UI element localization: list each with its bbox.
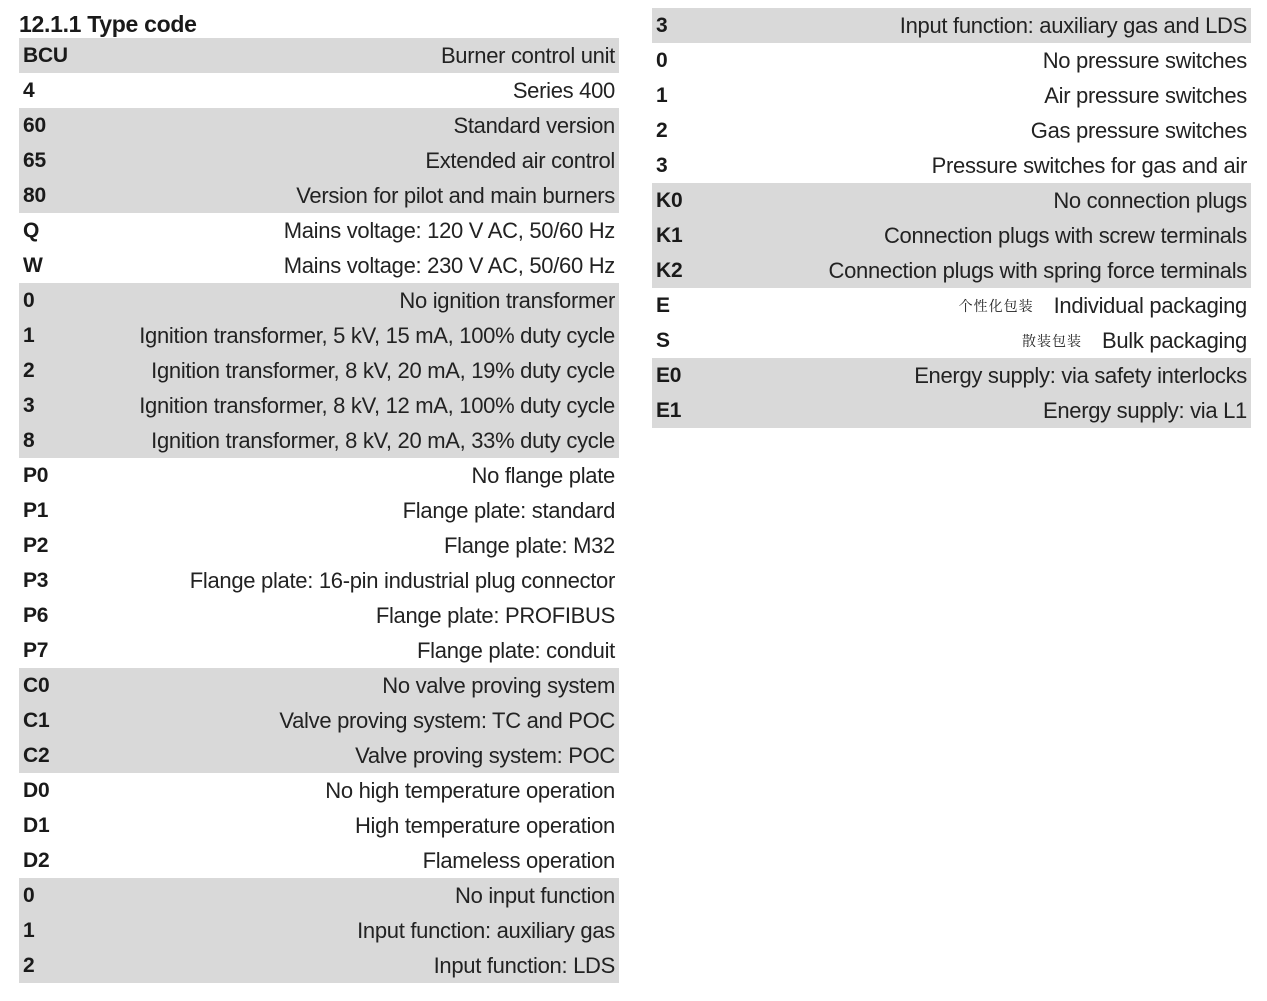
type-code-description: Flange plate: 16-pin industrial plug connector — [189, 567, 615, 593]
type-code-description: Air pressure switches — [1044, 82, 1247, 108]
type-code: 2 — [23, 953, 35, 977]
type-code-row — [652, 288, 1251, 323]
type-code-row — [19, 633, 619, 668]
type-code-row — [19, 808, 619, 843]
type-code: P7 — [23, 638, 49, 662]
type-code-row — [652, 253, 1251, 288]
type-code-row — [19, 283, 619, 318]
type-code: 3 — [656, 153, 668, 177]
type-code: 0 — [656, 48, 668, 72]
type-code-row — [652, 113, 1251, 148]
type-code-description: Connection plugs with screw terminals — [883, 222, 1247, 248]
type-code-description: Input function: LDS — [433, 952, 615, 978]
type-code: D0 — [23, 778, 50, 802]
type-code-description: Extended air control — [425, 147, 615, 173]
type-code-description: Ignition transformer, 8 kV, 20 mA, 19% duty cycle — [151, 357, 615, 383]
type-code-description: No ignition transformer — [399, 287, 615, 313]
type-code: P0 — [23, 463, 49, 487]
type-code-description: Flange plate: conduit — [417, 637, 615, 663]
type-code-description: Ignition transformer, 8 kV, 20 mA, 33% duty cycle — [151, 427, 615, 453]
type-code: S — [656, 328, 670, 352]
type-code: W — [23, 253, 43, 277]
type-code-row — [19, 458, 619, 493]
chinese-annotation: 个性化包装 — [958, 298, 1034, 315]
type-code-row — [19, 773, 619, 808]
type-code: P3 — [23, 568, 49, 592]
type-code-description: Valve proving system: POC — [355, 742, 615, 768]
type-code: E0 — [656, 363, 682, 387]
type-code-description: No high temperature operation — [325, 777, 615, 803]
type-code: 2 — [656, 118, 668, 142]
type-code: P1 — [23, 498, 49, 522]
type-code: 3 — [23, 393, 35, 417]
type-code-description: Flange plate: M32 — [443, 532, 615, 558]
type-code-row — [19, 248, 619, 283]
type-code-description: No pressure switches — [1042, 47, 1247, 73]
type-code: 60 — [23, 113, 46, 137]
type-code-row — [19, 913, 619, 948]
type-code-row — [19, 668, 619, 703]
type-code-description: Flameless operation — [422, 847, 615, 873]
type-code: 65 — [23, 148, 46, 172]
type-code-description: Standard version — [453, 112, 615, 138]
type-code-description: Ignition transformer, 5 kV, 15 mA, 100% duty cycle — [139, 322, 615, 348]
type-code-description: Burner control unit — [440, 42, 615, 68]
type-code: C1 — [23, 708, 50, 732]
type-code: K2 — [656, 258, 683, 282]
type-code-description: Energy supply: via safety interlocks — [914, 362, 1247, 388]
type-code-description: Mains voltage: 120 V AC, 50/60 Hz — [283, 217, 615, 243]
type-code-table-right — [652, 8, 1251, 428]
type-code: 1 — [23, 323, 35, 347]
type-code-row — [19, 318, 619, 353]
type-code-description: Flange plate: standard — [402, 497, 615, 523]
type-code-row — [19, 388, 619, 423]
type-code: 1 — [656, 83, 668, 107]
type-code-description: Bulk packaging — [1101, 327, 1247, 353]
type-code-table-left — [19, 38, 619, 983]
type-code: 1 — [23, 918, 35, 942]
type-code-row — [19, 563, 619, 598]
type-code-row — [19, 598, 619, 633]
type-code: 80 — [23, 183, 46, 207]
type-code: E — [656, 293, 670, 317]
type-code-row — [19, 73, 619, 108]
type-code: K1 — [656, 223, 683, 247]
type-code-row — [652, 43, 1251, 78]
type-code: P2 — [23, 533, 49, 557]
type-code-description: Energy supply: via L1 — [1042, 397, 1247, 423]
type-code-description: Pressure switches for gas and air — [931, 152, 1247, 178]
type-code-row — [19, 178, 619, 213]
type-code-row — [652, 148, 1251, 183]
type-code: C0 — [23, 673, 50, 697]
type-code-row — [652, 323, 1251, 358]
type-code: E1 — [656, 398, 682, 422]
type-code-row — [652, 218, 1251, 253]
chinese-annotation: 散装包装 — [1021, 333, 1082, 350]
type-code-description: Gas pressure switches — [1030, 117, 1247, 143]
type-code-description: High temperature operation — [354, 812, 615, 838]
type-code-row — [19, 143, 619, 178]
type-code-row — [19, 948, 619, 983]
type-code-row — [652, 183, 1251, 218]
type-code-description: Valve proving system: TC and POC — [279, 707, 615, 733]
type-code-description: No connection plugs — [1053, 187, 1247, 213]
type-code-description: Individual packaging — [1053, 292, 1247, 318]
type-code: D2 — [23, 848, 50, 872]
section-heading: 12.1.1 Type code — [19, 11, 197, 37]
type-code-row — [19, 213, 619, 248]
type-code-description: Flange plate: PROFIBUS — [375, 602, 615, 628]
type-code: BCU — [23, 43, 68, 67]
type-code-row — [19, 738, 619, 773]
type-code: 0 — [23, 288, 35, 312]
type-code-row — [652, 78, 1251, 113]
type-code-row — [19, 878, 619, 913]
type-code: 8 — [23, 428, 35, 452]
type-code-row — [19, 108, 619, 143]
type-code-description: Connection plugs with spring force terminals — [828, 257, 1247, 283]
type-code: D1 — [23, 813, 50, 837]
type-code-description: Version for pilot and main burners — [296, 182, 615, 208]
type-code: C2 — [23, 743, 50, 767]
type-code-row — [19, 528, 619, 563]
type-code-description: Series 400 — [512, 77, 615, 103]
type-code-description: Ignition transformer, 8 kV, 12 mA, 100% duty cycle — [139, 392, 615, 418]
type-code-row — [652, 393, 1251, 428]
type-code-description: Input function: auxiliary gas and LDS — [899, 12, 1247, 38]
type-code-description: No flange plate — [471, 462, 615, 488]
type-code-row — [19, 703, 619, 738]
type-code-description: No valve proving system — [382, 672, 615, 698]
type-code: 3 — [656, 13, 668, 37]
type-code: K0 — [656, 188, 683, 212]
type-code: P6 — [23, 603, 49, 627]
type-code: Q — [23, 218, 40, 242]
type-code: 2 — [23, 358, 35, 382]
type-code-description: Input function: auxiliary gas — [357, 917, 615, 943]
type-code-row — [652, 358, 1251, 393]
type-code-row — [652, 8, 1251, 43]
type-code-row — [19, 843, 619, 878]
type-code: 4 — [23, 78, 35, 102]
type-code-description: Mains voltage: 230 V AC, 50/60 Hz — [283, 252, 615, 278]
type-code-row — [19, 423, 619, 458]
type-code-description: No input function — [454, 882, 615, 908]
type-code-row — [19, 353, 619, 388]
type-code-row — [19, 493, 619, 528]
type-code-row — [19, 38, 619, 73]
type-code: 0 — [23, 883, 35, 907]
